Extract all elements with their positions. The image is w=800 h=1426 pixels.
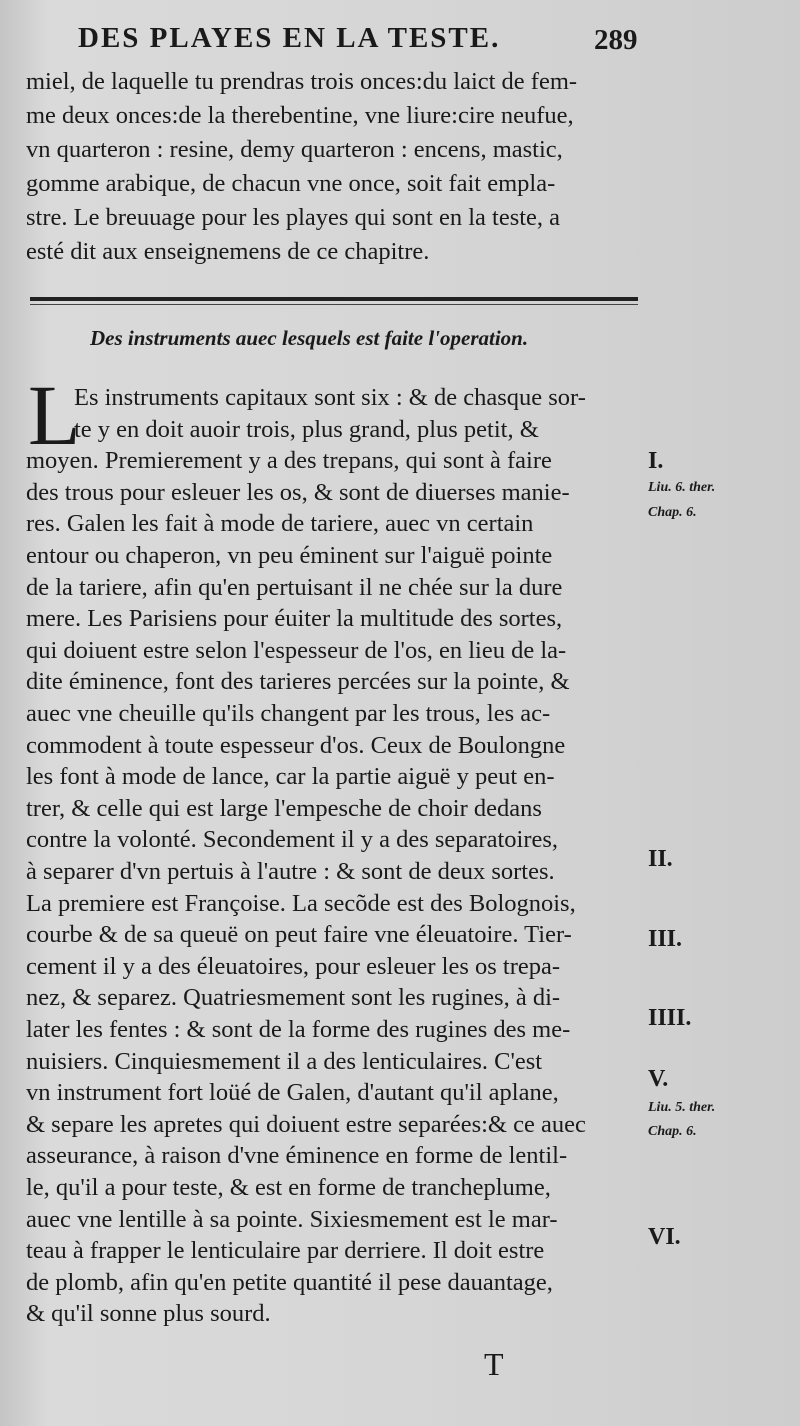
text-line: courbe & de sa queuë on peut faire vne éleuatoire. Tier-: [26, 921, 572, 949]
catchword: T: [484, 1346, 504, 1382]
section-rule: [30, 297, 638, 301]
text-line: & separe les apretes qui doiuent estre separées:& ce auec: [26, 1110, 586, 1138]
text-line: les font à mode de lance, car la partie aiguë y peut en-: [26, 763, 555, 791]
running-header: DES PLAYES EN LA TESTE.: [78, 22, 501, 54]
margin-reference: Chap. 6.: [648, 505, 697, 520]
margin-numeral: III.: [648, 926, 683, 952]
margin-reference: Liu. 6. ther.: [648, 480, 716, 495]
margin-numeral: I.: [648, 448, 664, 474]
text-line: Es instruments capitaux sont six : & de chasque sor-: [74, 384, 586, 411]
section-heading: Des instruments auec lesquels est faite l'operation.: [90, 326, 529, 350]
text-line: dite éminence, font des tarieres percées sur la pointe, &: [26, 668, 570, 696]
text-line: miel, de laquelle tu prendras trois onces:du laict de fem-: [26, 68, 578, 95]
margin-numeral: V.: [648, 1066, 669, 1092]
margin-reference: Liu. 5. ther.: [648, 1100, 716, 1115]
text-line: auec vne cheuille qu'ils changent par les trous, les ac-: [26, 700, 551, 727]
text-line: des trous pour esleuer les os, & sont de diuerses manie-: [26, 478, 570, 506]
text-line: trer, & celle qui est large l'empesche de choir dedans: [26, 794, 542, 822]
text-line: asseurance, à raison d'vne éminence en forme de lentil-: [26, 1142, 568, 1170]
text-line: La premiere est Françoise. La secõde est des Bolognois,: [26, 889, 576, 917]
text-line: nuisiers. Cinquiesmement il a des lenticulaires. C'est: [26, 1047, 543, 1075]
margin-numeral: IIII.: [648, 1005, 692, 1031]
text-line: entour ou chaperon, vn peu éminent sur l'aiguë pointe: [26, 542, 553, 569]
page-number: 289: [594, 24, 638, 56]
text-line: cement il y a des éleuatoires, pour esleuer les os trepa-: [26, 952, 561, 980]
text-line: nez, & separez. Quatriesmement sont les rugines, à di-: [26, 984, 561, 1012]
text-line: auec vne lentille à sa pointe. Sixiesmement est le mar-: [26, 1205, 558, 1233]
text-line: gomme arabique, de chacun vne once, soit fait empla-: [26, 170, 556, 197]
text-line: vn instrument fort loüé de Galen, d'autant qu'il aplane,: [26, 1079, 559, 1107]
text-line: contre la volonté. Secondement il y a des separatoires,: [26, 826, 559, 854]
section-rule-thin: [30, 304, 638, 305]
text-line: de plomb, afin qu'en petite quantité il pese dauantage,: [26, 1268, 553, 1296]
text-line: & qu'il sonne plus sourd.: [26, 1300, 271, 1328]
text-line: moyen. Premierement y a des trepans, qui sont à faire: [26, 447, 552, 475]
text-line: te y en doit auoir trois, plus grand, plus petit, &: [74, 415, 539, 443]
text-line: le, qu'il a pour teste, & est en forme de trancheplume,: [26, 1174, 551, 1201]
text-line: later les fentes : & sont de la forme des rugines des me-: [26, 1016, 571, 1043]
drop-capital: L: [28, 367, 81, 463]
text-line: teau à frapper le lenticulaire par derriere. Il doit estre: [26, 1237, 545, 1265]
text-line: stre. Le breuuage pour les playes qui sont en la teste, a: [26, 204, 561, 231]
text-line: de la tariere, afin qu'en pertuisant il ne chée sur la dure: [26, 573, 563, 601]
text-line: esté dit aux enseignemens de ce chapitre.: [26, 238, 430, 265]
text-line: à separer d'vn pertuis à l'autre : & sont de deux sortes.: [26, 858, 555, 885]
text-line: me deux onces:de la therebentine, vne liure:cire neufue,: [26, 102, 574, 129]
margin-reference: Chap. 6.: [648, 1124, 697, 1139]
text-line: res. Galen les fait à mode de tariere, auec vn certain: [26, 510, 534, 538]
text-line: qui doiuent estre selon l'espesseur de l'os, en lieu de la-: [26, 636, 567, 664]
text-line: mere. Les Parisiens pour éuiter la multitude des sortes,: [26, 605, 563, 633]
margin-numeral: II.: [648, 846, 673, 872]
text-line: commodent à toute espesseur d'os. Ceux de Boulongne: [26, 731, 566, 759]
text-line: vn quarteron : resine, demy quarteron : encens, mastic,: [26, 136, 563, 163]
margin-numeral: VI.: [648, 1224, 681, 1250]
